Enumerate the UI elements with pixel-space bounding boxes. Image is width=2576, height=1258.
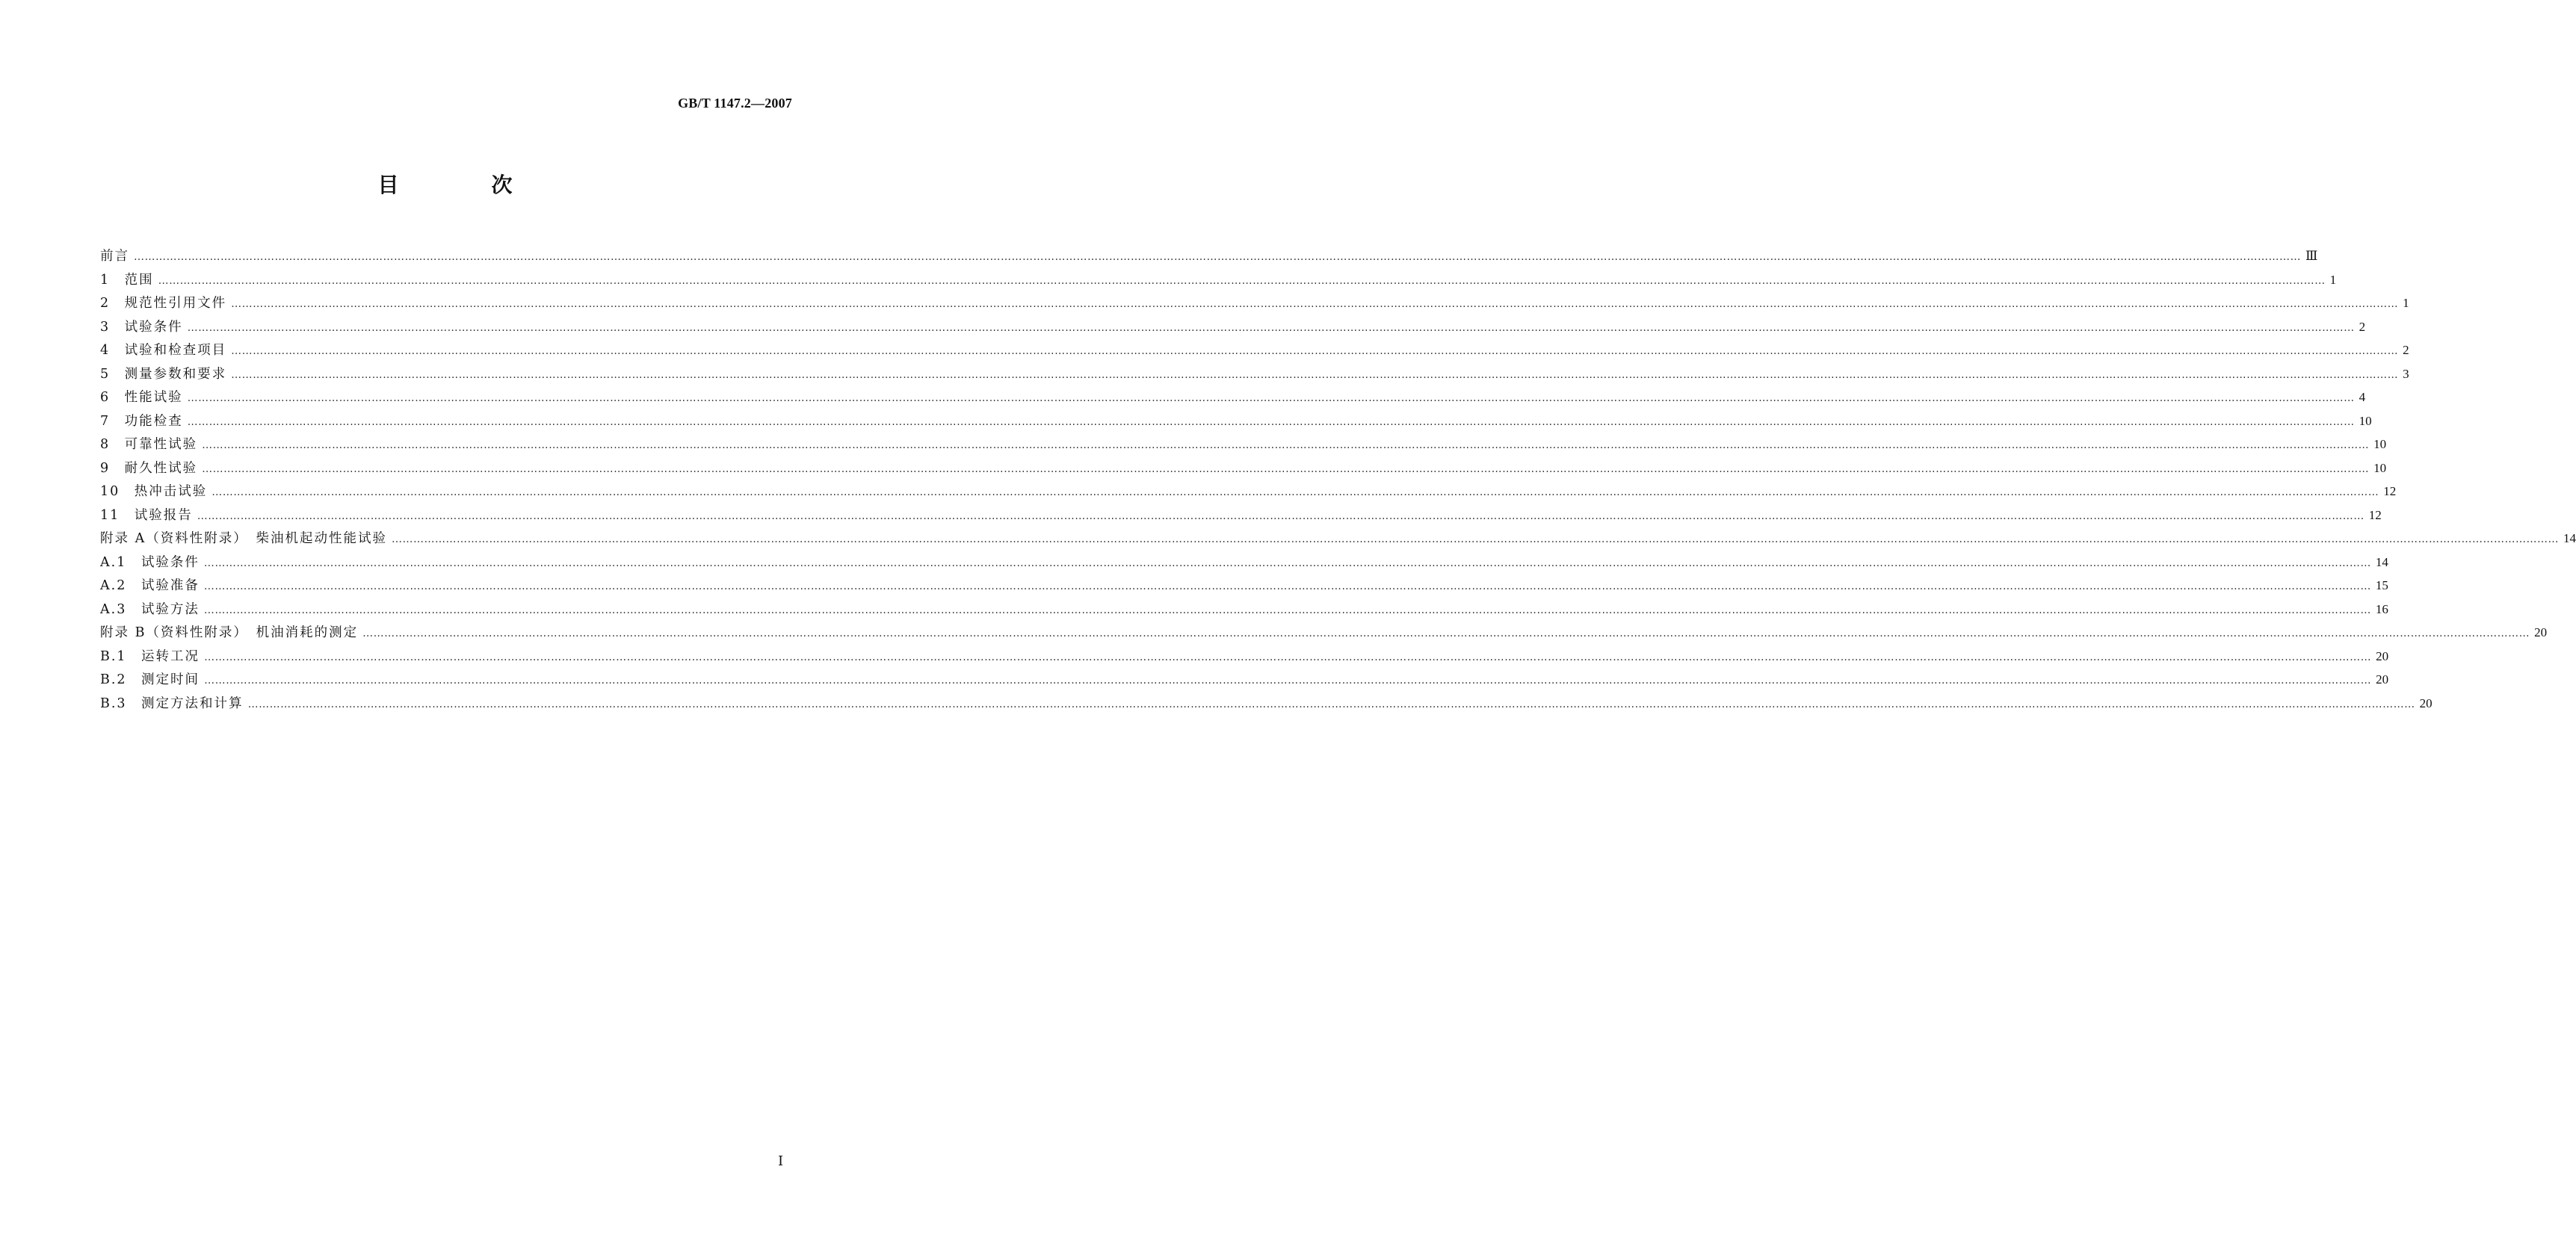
toc-entry-label: B.3 测定方法和计算: [100, 695, 244, 711]
standard-code: GB/T 1147.2—2007: [678, 96, 792, 111]
toc-leader-dots: ……………………………………………………………………………………………………………………………………………………………………………………………………………………………………………………………………………………………………………………………………………………………………………………………………………………………………………………………………………………………………………………………………………………: [247, 698, 2415, 710]
toc-leader-dots: ……………………………………………………………………………………………………………………………………………………………………………………………………………………………………………………………………………………………………………………………………………………………………………………………………………………………………………………………………………………………………………………………………………………: [134, 251, 2301, 263]
toc-entry-label: 5 测量参数和要求: [100, 366, 227, 382]
toc-entry-7[interactable]: [100, 409, 2372, 433]
toc-leader-dots: ……………………………………………………………………………………………………………………………………………………………………………………………………………………………………………………………………………………………………………………………………………………………………………………………………………………………………………………………………………………………………………………………………………………: [391, 533, 2559, 545]
toc-entry-6[interactable]: [100, 385, 2366, 409]
toc-entry-label: 7 功能检查: [100, 413, 183, 429]
toc-entry-page: 20: [2376, 672, 2389, 687]
toc-entry-label: 10 热冲击试验: [100, 484, 208, 499]
toc-entry-page: 10: [2359, 413, 2372, 428]
toc-leader-dots: ……………………………………………………………………………………………………………………………………………………………………………………………………………………………………………………………………………………………………………………………………………………………………………………………………………………………………………………………………………………………………………………………………………………: [202, 462, 2370, 475]
toc-entry-label: B.2 测定时间: [100, 672, 200, 687]
toc-entry-1[interactable]: [100, 268, 2337, 292]
toc-entry-page: 12: [2368, 507, 2382, 522]
toc-entry-9[interactable]: [100, 456, 2387, 480]
toc-entry-page: 2: [2359, 319, 2366, 334]
toc-entry-page: 4: [2359, 390, 2366, 404]
toc-entry-label: 6 性能试验: [100, 390, 183, 405]
toc-leader-dots: ……………………………………………………………………………………………………………………………………………………………………………………………………………………………………………………………………………………………………………………………………………………………………………………………………………………………………………………………………………………………………………………………………………………: [231, 368, 2399, 381]
toc-leader-dots: ……………………………………………………………………………………………………………………………………………………………………………………………………………………………………………………………………………………………………………………………………………………………………………………………………………………………………………………………………………………………………………………………………………………: [187, 392, 2355, 404]
toc-entry-label: A.3 试验方法: [100, 601, 200, 617]
toc-entry-label: 8 可靠性试验: [100, 437, 198, 452]
toc-entry-2[interactable]: [100, 291, 2409, 315]
toc-entry-page: 2: [2403, 343, 2409, 357]
toc-entry-a3[interactable]: [100, 598, 2388, 622]
toc-entry-b3[interactable]: [100, 692, 2433, 716]
toc-entry-page: 3: [2403, 366, 2409, 381]
toc-entry-page: Ⅲ: [2305, 249, 2318, 263]
toc-entry-label: 9 耐久性试验: [100, 460, 198, 476]
page-title: 目 次: [377, 173, 549, 197]
toc-entry-page: 10: [2373, 437, 2387, 451]
toc-entry-label: 4 试验和检查项目: [100, 343, 227, 358]
toc-entry-page: 20: [2419, 695, 2433, 710]
toc-entry-appendix-a[interactable]: [100, 527, 2576, 551]
toc-leader-dots: ……………………………………………………………………………………………………………………………………………………………………………………………………………………………………………………………………………………………………………………………………………………………………………………………………………………………………………………………………………………………………………………………………………………: [204, 675, 2372, 687]
toc-leader-dots: ……………………………………………………………………………………………………………………………………………………………………………………………………………………………………………………………………………………………………………………………………………………………………………………………………………………………………………………………………………………………………………………………………………………: [231, 345, 2399, 357]
toc-entry-page: 20: [2534, 625, 2548, 639]
toc-entry-11[interactable]: [100, 503, 2382, 527]
toc-leader-dots: ……………………………………………………………………………………………………………………………………………………………………………………………………………………………………………………………………………………………………………………………………………………………………………………………………………………………………………………………………………………………………………………………………………………: [203, 604, 2371, 616]
toc-entry-page: 1: [2403, 296, 2409, 310]
toc-leader-dots: ……………………………………………………………………………………………………………………………………………………………………………………………………………………………………………………………………………………………………………………………………………………………………………………………………………………………………………………………………………………………………………………………………………………: [187, 321, 2355, 334]
toc-entry-label: 附录 B（资料性附录） 机油消耗的测定: [100, 625, 359, 640]
toc-entry-label: 3 试验条件: [100, 319, 183, 335]
toc-leader-dots: ……………………………………………………………………………………………………………………………………………………………………………………………………………………………………………………………………………………………………………………………………………………………………………………………………………………………………………………………………………………………………………………………………………………: [211, 486, 2379, 498]
toc-entry-5[interactable]: [100, 362, 2409, 386]
toc-leader-dots: ……………………………………………………………………………………………………………………………………………………………………………………………………………………………………………………………………………………………………………………………………………………………………………………………………………………………………………………………………………………………………………………………………………………: [187, 415, 2355, 428]
toc-entry-a2[interactable]: [100, 574, 2388, 598]
toc-entry-page: 15: [2375, 578, 2388, 592]
toc-leader-dots: ……………………………………………………………………………………………………………………………………………………………………………………………………………………………………………………………………………………………………………………………………………………………………………………………………………………………………………………………………………………………………………………………………………………: [158, 274, 2326, 287]
toc-leader-dots: ……………………………………………………………………………………………………………………………………………………………………………………………………………………………………………………………………………………………………………………………………………………………………………………………………………………………………………………………………………………………………………………………………………………: [203, 557, 2371, 569]
toc-leader-dots: ……………………………………………………………………………………………………………………………………………………………………………………………………………………………………………………………………………………………………………………………………………………………………………………………………………………………………………………………………………………………………………………………………………………: [203, 580, 2371, 592]
toc-entry-foreword[interactable]: [100, 244, 2318, 268]
toc-entry-label: 1 范围: [100, 272, 154, 288]
toc-entry-10[interactable]: [100, 480, 2397, 503]
page-number: Ⅰ: [778, 1153, 784, 1168]
toc-entry-3[interactable]: [100, 315, 2366, 339]
toc-entry-label: B.1 运转工况: [100, 648, 200, 664]
toc-leader-dots: ……………………………………………………………………………………………………………………………………………………………………………………………………………………………………………………………………………………………………………………………………………………………………………………………………………………………………………………………………………………………………………………………………………………: [197, 509, 2365, 522]
toc-entry-page: 20: [2376, 648, 2389, 663]
toc-entry-label: 前言: [100, 249, 129, 264]
toc-entry-a1[interactable]: [100, 551, 2388, 574]
toc-entry-page: 14: [2563, 531, 2576, 545]
toc-entry-page: 14: [2375, 554, 2388, 569]
toc-entry-page: 16: [2375, 601, 2388, 616]
toc-entry-page: 10: [2373, 460, 2387, 475]
toc-leader-dots: ……………………………………………………………………………………………………………………………………………………………………………………………………………………………………………………………………………………………………………………………………………………………………………………………………………………………………………………………………………………………………………………………………………………: [204, 651, 2372, 663]
toc-entry-b1[interactable]: [100, 645, 2389, 669]
toc-entry-page: 12: [2383, 484, 2397, 498]
table-of-contents: [100, 244, 2576, 715]
toc-entry-label: A.2 试验准备: [100, 578, 200, 593]
toc-entry-label: A.1 试验条件: [100, 554, 200, 570]
toc-entry-4[interactable]: [100, 338, 2409, 362]
toc-entry-appendix-b[interactable]: [100, 621, 2548, 645]
toc-leader-dots: ……………………………………………………………………………………………………………………………………………………………………………………………………………………………………………………………………………………………………………………………………………………………………………………………………………………………………………………………………………………………………………………………………………………: [202, 439, 2370, 451]
toc-entry-8[interactable]: [100, 433, 2387, 456]
toc-entry-label: 附录 A（资料性附录） 柴油机起动性能试验: [100, 531, 387, 546]
toc-leader-dots: ……………………………………………………………………………………………………………………………………………………………………………………………………………………………………………………………………………………………………………………………………………………………………………………………………………………………………………………………………………………………………………………………………………………: [362, 628, 2530, 639]
toc-entry-label: 2 规范性引用文件: [100, 296, 227, 311]
toc-entry-b2[interactable]: [100, 668, 2389, 692]
toc-leader-dots: ……………………………………………………………………………………………………………………………………………………………………………………………………………………………………………………………………………………………………………………………………………………………………………………………………………………………………………………………………………………………………………………………………………………: [231, 298, 2399, 310]
toc-entry-page: 1: [2329, 272, 2337, 287]
toc-entry-label: 11 试验报告: [100, 507, 193, 523]
